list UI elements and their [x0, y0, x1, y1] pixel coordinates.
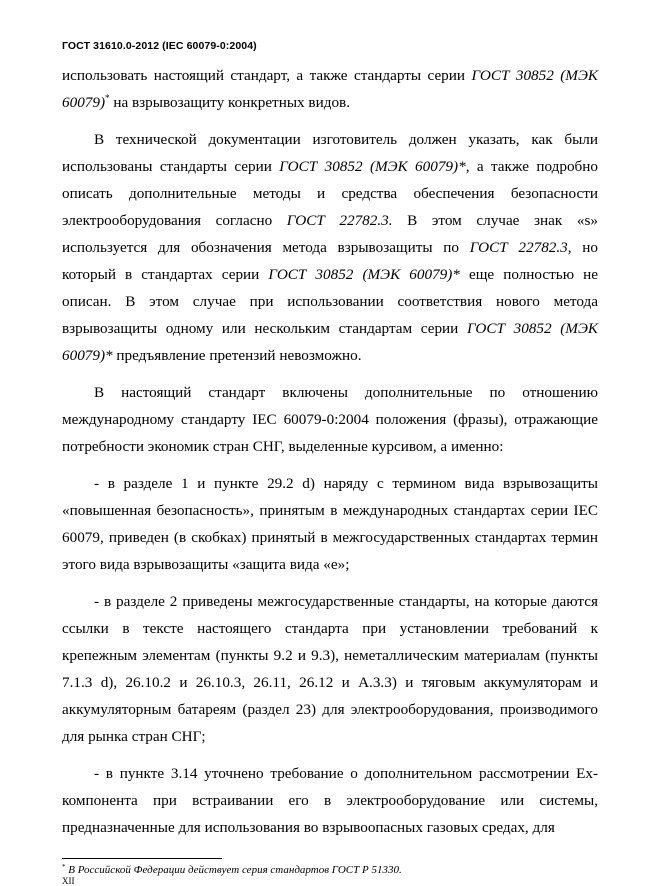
text-run: использовать настоящий стандарт, а также стандарты серии: [62, 67, 472, 84]
paragraph-continuation: [62, 62, 598, 116]
list-item-clause-3-14: - в пункте 3.14 уточнено требование о дополнительном рассмотрении Ex-компонента при встраивании его в электрооборудование или системы, предназначенные для использования во взрывоопасных газовых средах, для: [62, 765, 598, 836]
footnote-marker: *: [62, 863, 66, 871]
standard-reference: ГОСТ 30852 (МЭК 60079): [62, 67, 598, 111]
text-run: В технической документации изготовитель должен указать, как были использованы стандарты серии: [62, 131, 598, 175]
text-run: В этом случае знак «s» используется для обозначения метода взрывозащиты по: [62, 212, 599, 256]
standard-reference: ГОСТ 30852 (МЭК 60079)*: [62, 320, 598, 364]
paragraph-additions-intro: В настоящий стандарт включены дополнительные по отношению международному стандарту IEC 60079-0:2004 положения (фразы), отражающие потребности экономик стран СНГ, выделенные курсивом, а именно:: [62, 384, 598, 455]
document-body: [62, 62, 598, 841]
paragraph-documentation: [62, 126, 598, 369]
text-run: , а также подробно описать дополнительные методы и средства обеспечения безопасности электрооборудования согласно: [62, 158, 598, 229]
standard-reference: ГОСТ 30852 (МЭК 60079)*: [268, 266, 460, 283]
list-item-section-1: - в разделе 1 и пункте 29.2 d) наряду с термином вида взрывозащиты «повышенная безопасность», принятым в международных стандартах серии IEC 60079, приведен (в скобках) принятый в межгосударственных стандартах термин этого вида взрывозащиты «защита вида «е»;: [62, 475, 598, 573]
list-item-section-2: - в разделе 2 приведены межгосударственные стандарты, на которые даются ссылки в тексте настоящего стандарта при установлении требований к крепежным элементам (пункты 9.2 и 9.3), неметаллическим материалам (пункты 7.1.3 d), 26.10.2 и 26.10.3, 26.11, 26.12 и А.3.3) и тяговым аккумуляторам и аккумуляторным батареям (раздел 23) для электрооборудования, производимого для рынка стран СНГ;: [62, 593, 598, 745]
text-run: еще полностью не описан. В этом случае при использовании соответствия нового метода взрывозащиты одному или нескольким стандартам серии: [62, 266, 598, 337]
footnote: [62, 864, 622, 877]
standard-reference: ГОСТ 22782.3.: [286, 212, 393, 229]
footnote-marker: *: [105, 93, 110, 103]
standard-reference: ГОСТ 30852 (МЭК 60079)*: [279, 158, 466, 175]
document-header: ГОСТ 31610.0-2012 (IEC 60079-0:2004): [62, 40, 257, 52]
text-run: на взрывозащиту конкретных видов.: [109, 94, 351, 111]
page-number: XII: [62, 876, 75, 886]
standard-reference: ГОСТ 22782.3,: [469, 239, 572, 256]
footnote-divider: [62, 858, 222, 859]
text-run: но который в стандартах серии: [62, 239, 599, 283]
text-run: предъявление претензий невозможно.: [112, 347, 362, 364]
footnote-text: В Российской Федерации действует серия стандартов ГОСТ Р 51330.: [65, 864, 402, 876]
